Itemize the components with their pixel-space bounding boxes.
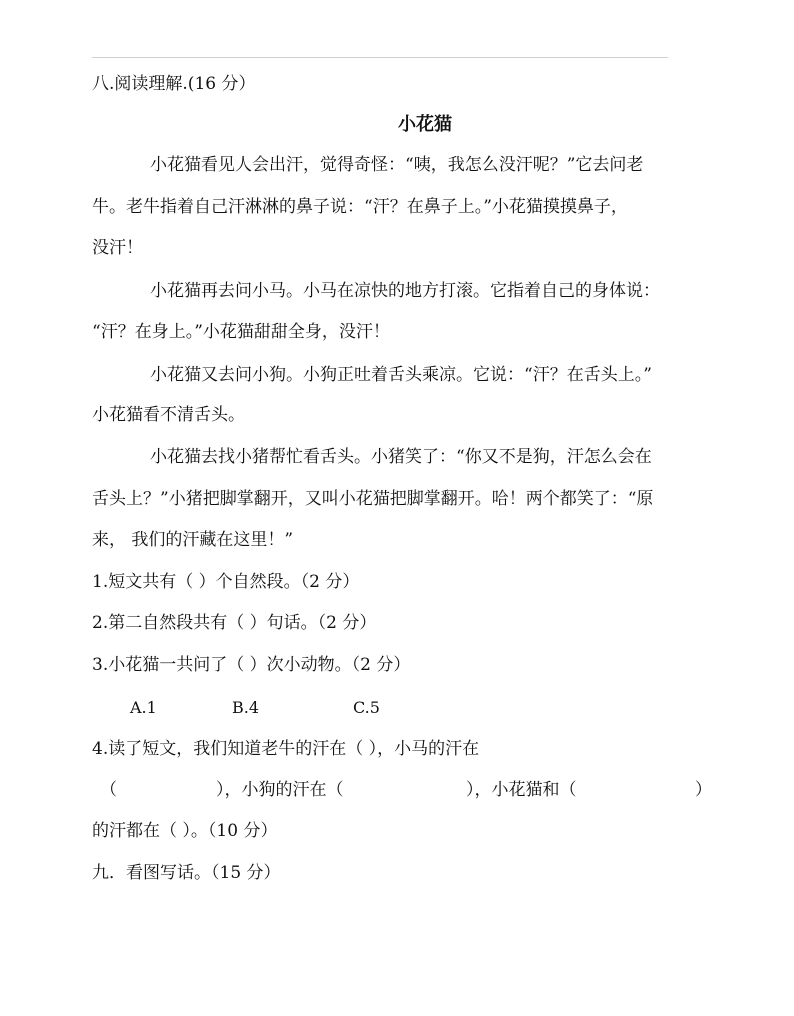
- story-line-4: 小花猫再去问小马。小马在凉快的地方打滚。它指着自己的身体说：: [150, 281, 660, 301]
- story-line-7: 小花猫看不清舌头。: [92, 405, 245, 425]
- story-line-2: 牛。老牛指着自己汗淋淋的鼻子说：“汗？在鼻子上。”小花猫摸摸鼻子，: [92, 197, 628, 217]
- question-2: 2.第二自然段共有（ ）句话。（2 分）: [92, 613, 377, 633]
- q4-cat-text: ），小花猫和（: [466, 780, 577, 800]
- question-4-line-3: 的汗都在（ ）。（10 分）: [92, 821, 278, 841]
- question-1: 1.短文共有（ ）个自然段。（2 分）: [92, 572, 360, 592]
- story-line-6: 小花猫又去问小狗。小狗正吐着舌头乘凉。它说：“汗？在舌头上。”: [150, 365, 652, 385]
- q3-option-a: A.1: [130, 698, 157, 717]
- question-4-line-1: 4.读了短文，我们知道老牛的汗在（ ），小马的汗在: [92, 739, 480, 759]
- header-rule: [92, 57, 668, 58]
- story-line-3: 没汗！: [92, 238, 143, 258]
- q3-option-c: C.5: [353, 698, 380, 717]
- story-line-1: 小花猫看见人会出汗，觉得奇怪：“咦，我怎么没汗呢？”它去问老: [150, 155, 644, 175]
- question-3: 3.小花猫一共问了（ ）次小动物。（2 分）: [92, 655, 411, 675]
- q3-option-b: B.4: [232, 698, 260, 717]
- story-line-9: 舌头上？”小猪把脚掌翻开，又叫小花猫把脚掌翻开。哈！两个都笑了：“原: [92, 489, 654, 509]
- section9-heading: 九．看图写话。（15 分）: [92, 863, 281, 883]
- story-line-5: “汗？在身上。”小花猫甜甜全身，没汗！: [92, 322, 390, 342]
- section8-heading: 八.阅读理解.(16 分）: [92, 74, 256, 94]
- story-line-10: 来， 我们的汗藏在这里！”: [92, 530, 294, 550]
- q4-blank-open: （: [100, 780, 117, 800]
- q4-dog-text: ），小狗的汗在（: [216, 780, 344, 800]
- story-line-8: 小花猫去找小猪帮忙看舌头。小猪笑了：“你又不是狗，汗怎么会在: [150, 447, 652, 467]
- q4-blank-close: ）: [695, 780, 712, 800]
- story-title: 小花猫: [398, 114, 452, 135]
